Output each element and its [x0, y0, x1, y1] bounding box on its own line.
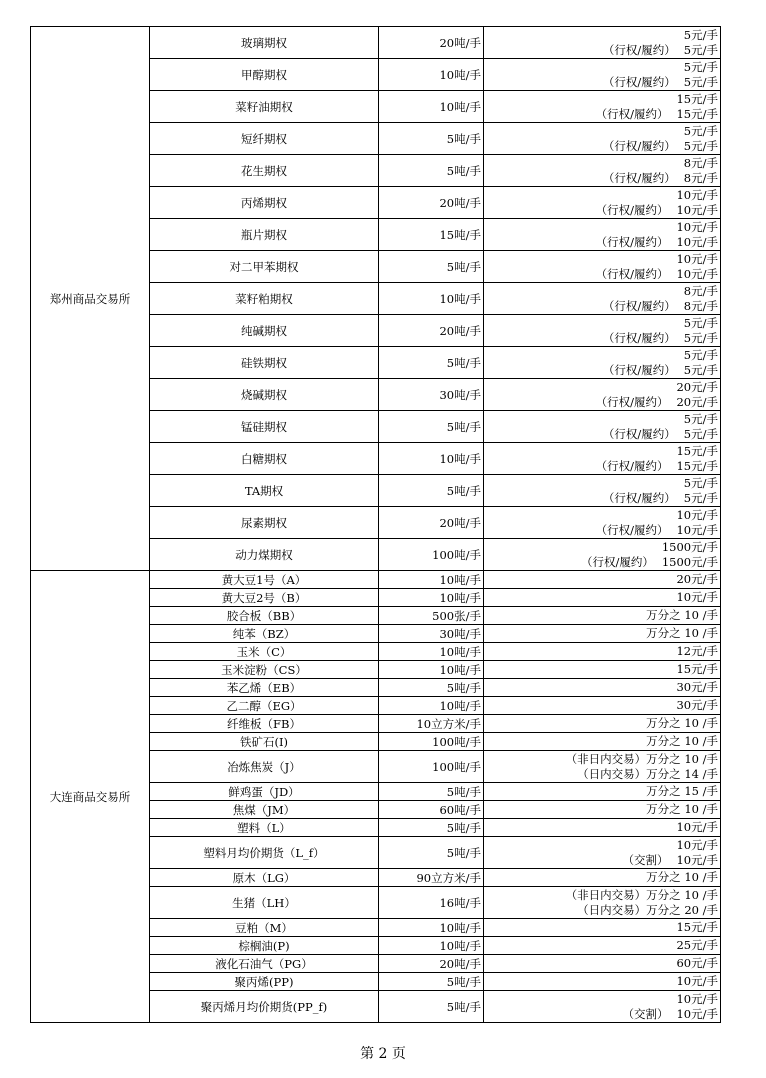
contract-unit: 15吨/手	[379, 219, 484, 251]
fee-value: 万分之 15 /手	[646, 784, 718, 798]
product-name: 硅铁期权	[150, 347, 379, 379]
product-name: 尿素期权	[150, 507, 379, 539]
fee-line	[484, 888, 718, 903]
fee-table	[30, 26, 721, 1023]
fee-line	[484, 1007, 718, 1022]
fee-value: 5元/手	[683, 59, 718, 74]
fee-line	[484, 380, 718, 395]
fee-cell	[484, 887, 721, 919]
fee-tag: （行权/履约）	[602, 42, 676, 57]
product-name: 锰硅期权	[150, 411, 379, 443]
fee-line	[484, 523, 718, 538]
product-name: 纯碱期权	[150, 315, 379, 347]
fee-value: 15元/手	[676, 458, 718, 473]
product-name: 短纤期权	[150, 123, 379, 155]
fee-line	[484, 139, 718, 154]
fee-line	[484, 572, 718, 587]
fee-value: 万分之 10 /手	[646, 734, 718, 748]
fee-line	[484, 267, 718, 282]
fee-cell	[484, 27, 721, 59]
contract-unit: 10吨/手	[379, 571, 484, 589]
contract-unit: 10立方米/手	[379, 715, 484, 733]
fee-tag: （交割）	[622, 1006, 669, 1021]
exchange-name: 郑州商品交易所	[31, 27, 150, 571]
fee-cell	[484, 643, 721, 661]
fee-tag: （行权/履约）	[595, 106, 669, 121]
fee-tag: （行权/履约）	[602, 330, 676, 345]
contract-unit: 5吨/手	[379, 411, 484, 443]
product-name: 玻璃期权	[150, 27, 379, 59]
fee-cell	[484, 783, 721, 801]
fee-value: 5元/手	[683, 27, 718, 42]
fee-tag: （行权/履约）	[602, 138, 676, 153]
fee-cell	[484, 251, 721, 283]
product-name: 苯乙烯（EB）	[150, 679, 379, 697]
product-name: 生猪（LH）	[150, 887, 379, 919]
fee-value: 5元/手	[683, 347, 718, 362]
fee-line	[484, 107, 718, 122]
fee-value: 8元/手	[683, 283, 718, 298]
contract-unit: 10吨/手	[379, 283, 484, 315]
fee-table-body	[31, 27, 721, 1023]
contract-unit: 20吨/手	[379, 27, 484, 59]
product-name: 塑料（L）	[150, 819, 379, 837]
fee-value: 25元/手	[676, 938, 718, 952]
fee-cell	[484, 123, 721, 155]
fee-value: 10元/手	[676, 820, 718, 834]
fee-line	[484, 412, 718, 427]
fee-line	[484, 316, 718, 331]
fee-value: 5元/手	[683, 426, 718, 441]
fee-line	[484, 331, 718, 346]
contract-unit: 10吨/手	[379, 443, 484, 475]
fee-value: 万分之 10 /手	[646, 802, 718, 816]
table-row	[31, 571, 721, 589]
contract-unit: 10吨/手	[379, 937, 484, 955]
fee-cell	[484, 697, 721, 715]
fee-value: 8元/手	[683, 298, 718, 313]
fee-line	[484, 92, 718, 107]
fee-value: 1500元/手	[661, 539, 718, 554]
contract-unit: 5吨/手	[379, 251, 484, 283]
fee-tag: （行权/履约）	[595, 234, 669, 249]
contract-unit: 5吨/手	[379, 837, 484, 869]
contract-unit: 10吨/手	[379, 697, 484, 715]
fee-value: 10元/手	[676, 974, 718, 988]
fee-tag: （行权/履约）	[595, 522, 669, 537]
fee-line	[484, 608, 718, 623]
fee-cell	[484, 661, 721, 679]
fee-cell	[484, 219, 721, 251]
product-name: 烧碱期权	[150, 379, 379, 411]
fee-cell	[484, 187, 721, 219]
fee-tag: （行权/履约）	[602, 362, 676, 377]
fee-value: 5元/手	[683, 74, 718, 89]
fee-line	[484, 820, 718, 835]
contract-unit: 20吨/手	[379, 187, 484, 219]
fee-value: （日内交易）万分之 20 /手	[577, 902, 718, 917]
product-name: 玉米淀粉（CS）	[150, 661, 379, 679]
contract-unit: 20吨/手	[379, 955, 484, 973]
fee-line	[484, 838, 718, 853]
fee-line	[484, 444, 718, 459]
fee-cell	[484, 507, 721, 539]
fee-value: （非日内交易）万分之 10 /手	[565, 751, 718, 766]
contract-unit: 5吨/手	[379, 819, 484, 837]
contract-unit: 5吨/手	[379, 783, 484, 801]
fee-cell	[484, 733, 721, 751]
fee-cell	[484, 679, 721, 697]
fee-value: 5元/手	[683, 330, 718, 345]
fee-value: 10元/手	[676, 202, 718, 217]
fee-tag: （行权/履约）	[595, 394, 669, 409]
fee-cell	[484, 607, 721, 625]
fee-line	[484, 203, 718, 218]
fee-value: 10元/手	[676, 1006, 718, 1021]
fee-cell	[484, 379, 721, 411]
fee-value: （日内交易）万分之 14 /手	[577, 766, 718, 781]
contract-unit: 5吨/手	[379, 991, 484, 1023]
contract-unit: 60吨/手	[379, 801, 484, 819]
product-name: 焦煤（JM）	[150, 801, 379, 819]
exchange-name: 大连商品交易所	[31, 571, 150, 1023]
fee-value: 20元/手	[676, 394, 718, 409]
product-name: 棕榈油(P)	[150, 937, 379, 955]
fee-line	[484, 920, 718, 935]
product-name: 液化石油气（PG）	[150, 955, 379, 973]
fee-tag: （行权/履约）	[602, 298, 676, 313]
fee-value: 30元/手	[676, 680, 718, 694]
fee-tag: （行权/履约）	[602, 170, 676, 185]
product-name: 菜籽粕期权	[150, 283, 379, 315]
product-name: 乙二醇（EG）	[150, 697, 379, 715]
fee-value: 万分之 10 /手	[646, 608, 718, 622]
fee-line	[484, 75, 718, 90]
fee-cell	[484, 91, 721, 123]
fee-line	[484, 395, 718, 410]
fee-value: 10元/手	[676, 522, 718, 537]
product-name: 铁矿石(I)	[150, 733, 379, 751]
contract-unit: 5吨/手	[379, 123, 484, 155]
fee-value: 15元/手	[676, 920, 718, 934]
contract-unit: 10吨/手	[379, 643, 484, 661]
product-name: TA期权	[150, 475, 379, 507]
contract-unit: 20吨/手	[379, 507, 484, 539]
product-name: 原木（LG）	[150, 869, 379, 887]
fee-cell	[484, 919, 721, 937]
fee-value: 15元/手	[676, 443, 718, 458]
fee-value: 万分之 10 /手	[646, 716, 718, 730]
fee-line	[484, 171, 718, 186]
fee-value: 万分之 10 /手	[646, 626, 718, 640]
fee-line	[484, 459, 718, 474]
fee-cell	[484, 571, 721, 589]
fee-line	[484, 508, 718, 523]
fee-cell	[484, 443, 721, 475]
fee-line	[484, 698, 718, 713]
fee-line	[484, 363, 718, 378]
fee-line	[484, 992, 718, 1007]
contract-unit: 5吨/手	[379, 155, 484, 187]
fee-line	[484, 903, 718, 918]
fee-tag: （行权/履约）	[580, 554, 654, 569]
contract-unit: 10吨/手	[379, 589, 484, 607]
fee-tag: （交割）	[622, 852, 669, 867]
contract-unit: 10吨/手	[379, 919, 484, 937]
fee-line	[484, 124, 718, 139]
contract-unit: 10吨/手	[379, 59, 484, 91]
fee-value: 5元/手	[683, 411, 718, 426]
contract-unit: 100吨/手	[379, 539, 484, 571]
fee-value: 10元/手	[676, 266, 718, 281]
product-name: 玉米（C）	[150, 643, 379, 661]
fee-value: 1500元/手	[661, 554, 718, 569]
fee-cell	[484, 475, 721, 507]
fee-tag: （行权/履约）	[602, 426, 676, 441]
product-name: 黄大豆1号（A）	[150, 571, 379, 589]
fee-value: 5元/手	[683, 362, 718, 377]
contract-unit: 90立方米/手	[379, 869, 484, 887]
fee-line	[484, 43, 718, 58]
product-name: 丙烯期权	[150, 187, 379, 219]
contract-unit: 5吨/手	[379, 679, 484, 697]
fee-line	[484, 938, 718, 953]
product-name: 动力煤期权	[150, 539, 379, 571]
fee-line	[484, 870, 718, 885]
fee-cell	[484, 869, 721, 887]
fee-cell	[484, 955, 721, 973]
fee-cell	[484, 589, 721, 607]
fee-cell	[484, 625, 721, 643]
table-row	[31, 27, 721, 59]
fee-line	[484, 252, 718, 267]
fee-value: 60元/手	[676, 956, 718, 970]
fee-value: 30元/手	[676, 698, 718, 712]
product-name: 花生期权	[150, 155, 379, 187]
fee-line	[484, 188, 718, 203]
product-name: 冶炼焦炭（J）	[150, 751, 379, 783]
fee-value: 10元/手	[676, 219, 718, 234]
fee-cell	[484, 283, 721, 315]
fee-cell	[484, 155, 721, 187]
contract-unit: 500张/手	[379, 607, 484, 625]
product-name: 塑料月均价期货（L_f）	[150, 837, 379, 869]
product-name: 胶合板（BB）	[150, 607, 379, 625]
fee-value: 5元/手	[683, 42, 718, 57]
fee-line	[484, 734, 718, 749]
fee-cell	[484, 715, 721, 733]
contract-unit: 100吨/手	[379, 733, 484, 751]
contract-unit: 30吨/手	[379, 379, 484, 411]
fee-line	[484, 60, 718, 75]
fee-value: 5元/手	[683, 490, 718, 505]
fee-tag: （行权/履约）	[595, 266, 669, 281]
fee-value: 12元/手	[676, 644, 718, 658]
fee-cell	[484, 937, 721, 955]
fee-value: （非日内交易）万分之 10 /手	[565, 887, 718, 902]
fee-value: 5元/手	[683, 315, 718, 330]
contract-unit: 10吨/手	[379, 91, 484, 123]
fee-cell	[484, 539, 721, 571]
fee-cell	[484, 973, 721, 991]
fee-cell	[484, 411, 721, 443]
product-name: 白糖期权	[150, 443, 379, 475]
product-name: 瓶片期权	[150, 219, 379, 251]
fee-value: 15元/手	[676, 662, 718, 676]
product-name: 甲醇期权	[150, 59, 379, 91]
fee-line	[484, 555, 718, 570]
product-name: 菜籽油期权	[150, 91, 379, 123]
product-name: 聚丙烯(PP)	[150, 973, 379, 991]
fee-tag: （行权/履约）	[602, 74, 676, 89]
contract-unit: 5吨/手	[379, 973, 484, 991]
product-name: 纯苯（BZ）	[150, 625, 379, 643]
contract-unit: 16吨/手	[379, 887, 484, 919]
fee-line	[484, 156, 718, 171]
fee-line	[484, 427, 718, 442]
fee-line	[484, 540, 718, 555]
fee-value: 15元/手	[676, 91, 718, 106]
fee-cell	[484, 347, 721, 379]
fee-tag: （行权/履约）	[595, 458, 669, 473]
product-name: 纤维板（FB）	[150, 715, 379, 733]
product-name: 鲜鸡蛋（JD）	[150, 783, 379, 801]
fee-value: 10元/手	[676, 837, 718, 852]
fee-value: 8元/手	[683, 155, 718, 170]
page-number: 第 2 页	[360, 1046, 406, 1062]
contract-unit: 20吨/手	[379, 315, 484, 347]
product-name: 豆粕（M）	[150, 919, 379, 937]
fee-value: 5元/手	[683, 475, 718, 490]
fee-value: 10元/手	[676, 187, 718, 202]
fee-line	[484, 716, 718, 731]
fee-cell	[484, 819, 721, 837]
fee-line	[484, 28, 718, 43]
product-name: 黄大豆2号（B）	[150, 589, 379, 607]
contract-unit: 100吨/手	[379, 751, 484, 783]
fee-cell	[484, 801, 721, 819]
fee-line	[484, 348, 718, 363]
fee-cell	[484, 315, 721, 347]
fee-line	[484, 853, 718, 868]
fee-line	[484, 784, 718, 799]
fee-cell	[484, 751, 721, 783]
fee-value: 20元/手	[676, 572, 718, 586]
fee-line	[484, 956, 718, 971]
fee-value: 5元/手	[683, 123, 718, 138]
fee-line	[484, 590, 718, 605]
fee-value: 5元/手	[683, 138, 718, 153]
fee-line	[484, 491, 718, 506]
fee-line	[484, 299, 718, 314]
fee-line	[484, 644, 718, 659]
fee-value: 10元/手	[676, 234, 718, 249]
fee-value: 10元/手	[676, 852, 718, 867]
fee-line	[484, 974, 718, 989]
fee-line	[484, 767, 718, 782]
fee-line	[484, 220, 718, 235]
fee-cell	[484, 837, 721, 869]
fee-value: 10元/手	[676, 251, 718, 266]
fee-line	[484, 662, 718, 677]
fee-line	[484, 680, 718, 695]
fee-tag: （行权/履约）	[602, 490, 676, 505]
product-name: 聚丙烯月均价期货(PP_f)	[150, 991, 379, 1023]
fee-value: 万分之 10 /手	[646, 870, 718, 884]
contract-unit: 30吨/手	[379, 625, 484, 643]
fee-line	[484, 752, 718, 767]
product-name: 对二甲苯期权	[150, 251, 379, 283]
fee-cell	[484, 991, 721, 1023]
fee-line	[484, 235, 718, 250]
fee-value: 20元/手	[676, 379, 718, 394]
fee-line	[484, 284, 718, 299]
contract-unit: 5吨/手	[379, 475, 484, 507]
fee-tag: （行权/履约）	[595, 202, 669, 217]
contract-unit: 10吨/手	[379, 661, 484, 679]
fee-line	[484, 802, 718, 817]
fee-line	[484, 626, 718, 641]
fee-value: 10元/手	[676, 590, 718, 604]
fee-value: 8元/手	[683, 170, 718, 185]
fee-line	[484, 476, 718, 491]
fee-value: 10元/手	[676, 507, 718, 522]
fee-value: 15元/手	[676, 106, 718, 121]
contract-unit: 5吨/手	[379, 347, 484, 379]
fee-cell	[484, 59, 721, 91]
fee-value: 10元/手	[676, 991, 718, 1006]
